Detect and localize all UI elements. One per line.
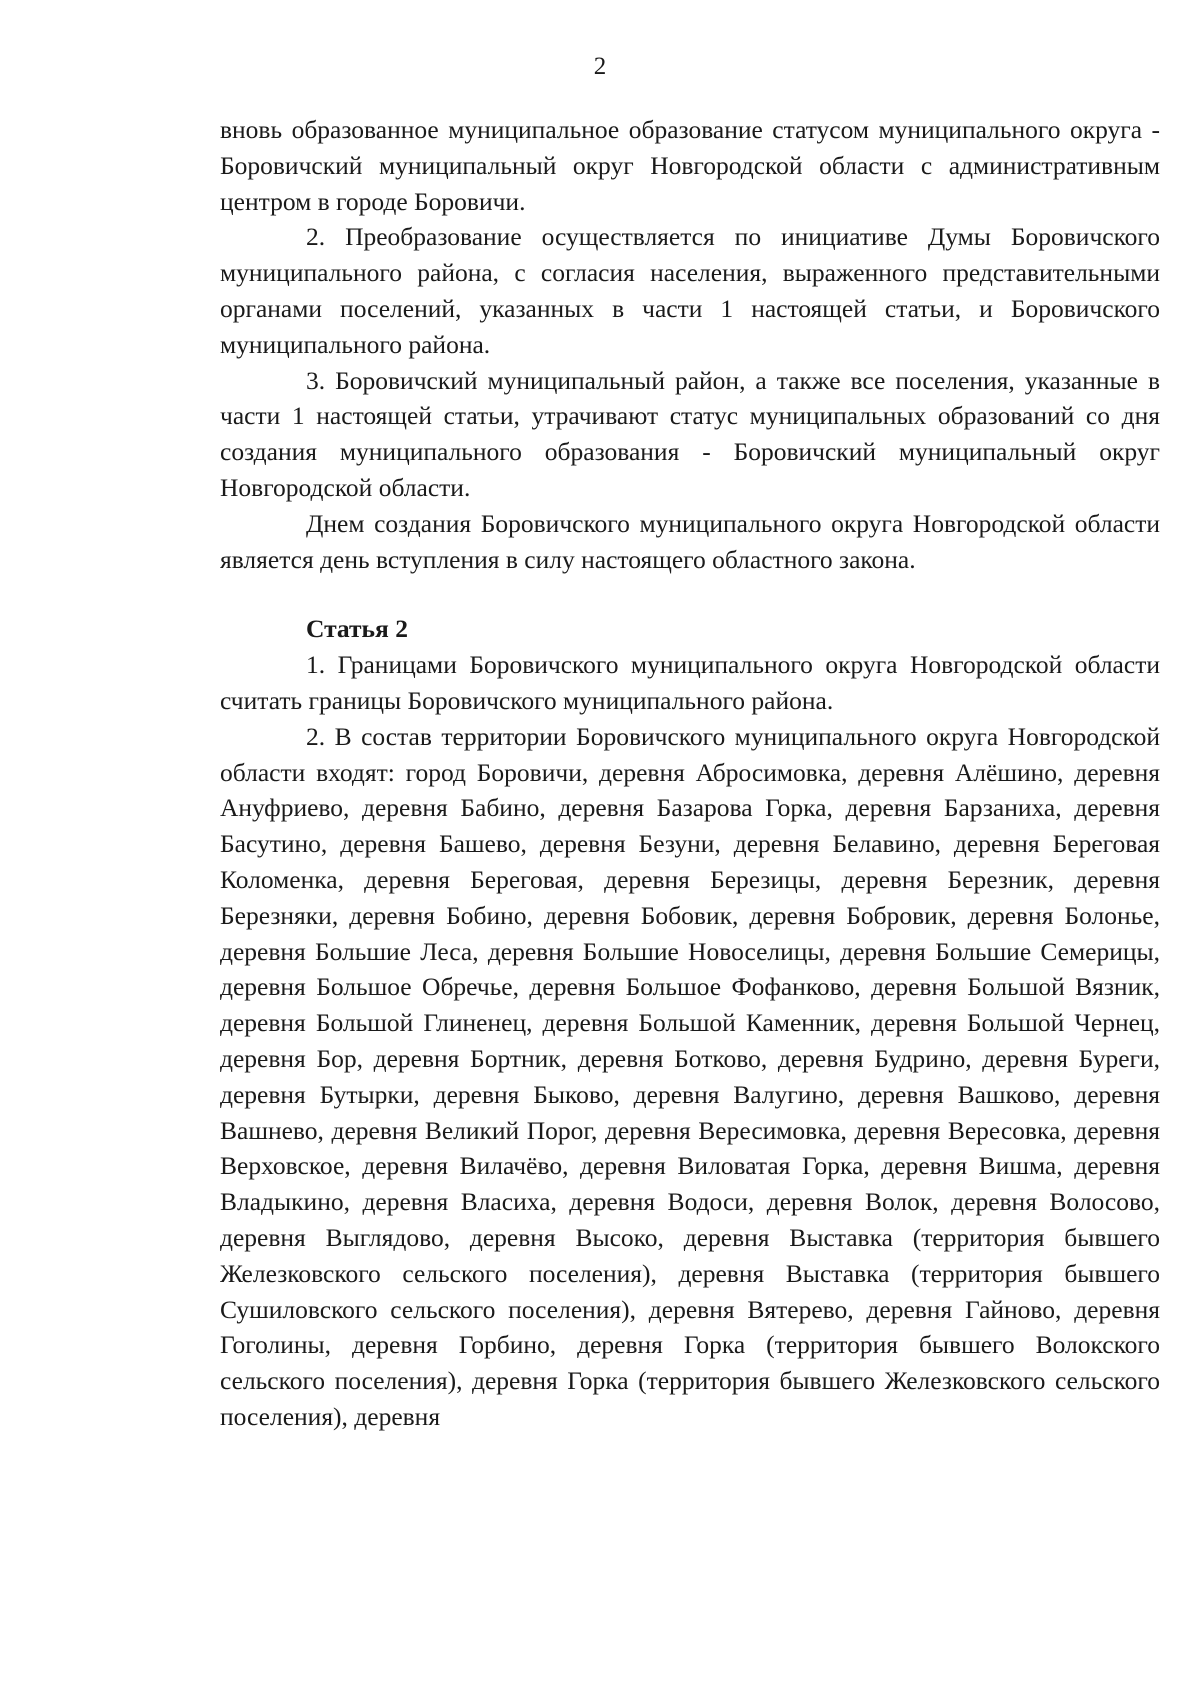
paragraph-part-2: 2. Преобразование осуществляется по инициативе Думы Боровичского муниципального района, с согласия населения, выраженного представительными органами поселений, указанных в части 1 настоящей статьи, и Боровичского муниципального района.: [220, 222, 1160, 359]
paragraph-article2-part-1: 1. Границами Боровичского муниципального округа Новгородской области считать границы Боровичского муниципального района.: [220, 650, 1160, 715]
document-body: [220, 112, 1160, 1435]
paragraph-creation-day: Днем создания Боровичского муниципального округа Новгородской области является день вступления в силу настоящего областного закона.: [220, 508, 1160, 574]
paragraph-article2-part-2: 2. В состав территории Боровичского муниципального округа Новгородской области входят: город Боровичи, деревня Абросимовка, деревня Алёшино, деревня Ануфриево, деревня Бабино, деревня Базарова Горка, деревня Барзаниха, деревня Басутино, деревня Башево, деревня Безуни, деревня Белавино, деревня Береговая Коломенка, деревня Береговая, деревня Березицы, деревня Березник, деревня Березняки, деревня Бобино, деревня Бобовик, деревня Бобровик, деревня Болонье, деревня Большие Леса, деревня Большие Новоселицы, деревня Большие Семерицы, деревня Большое Обречье, деревня Большое Фофанково, деревня Большой Вязник, деревня Большой Глиненец, деревня Большой Каменник, деревня Большой Чернец, деревня Бор, деревня Бортник, деревня Ботково, деревня Будрино, деревня Буреги, деревня Бутырки, деревня Быково, деревня Валугино, деревня Вашково, деревня Вашнево, деревня Великий Порог, деревня Вересимовка, деревня Вересовка, деревня Верховское, деревня Вилачёво, деревня Виловатая Горка, деревня Вишма, деревня Владыкино, деревня Власиха, деревня Водоси, деревня Волок, деревня Волосово, деревня Выглядово, деревня Высоко, деревня Выставка (территория бывшего Железковского сельского поселения), деревня Выставка (территория бывшего Сушиловского сельского поселения), деревня Вятерево, деревня Гайново, деревня Гоголины, деревня Горбино, деревня Горка (территория бывшего Волокского сельского поселения), деревня Горка (территория бывшего Железковского сельского поселения), деревня: [220, 721, 1160, 1431]
page-number: 2: [593, 53, 607, 80]
article-heading: Статья 2: [306, 614, 408, 644]
paragraph-part-3: 3. Боровичский муниципальный район, а также все поселения, указанные в части 1 настоящей статьи, утрачивают статус муниципальных образований со дня создания муниципального образования - Боровичский муниципальный округ Новгородской области.: [220, 365, 1160, 502]
paragraph-continuation: вновь образованное муниципальное образование статусом муниципального округа - Боровичский муниципальный округ Новгородской области с административным центром в городе Боровичи.: [220, 115, 1160, 216]
